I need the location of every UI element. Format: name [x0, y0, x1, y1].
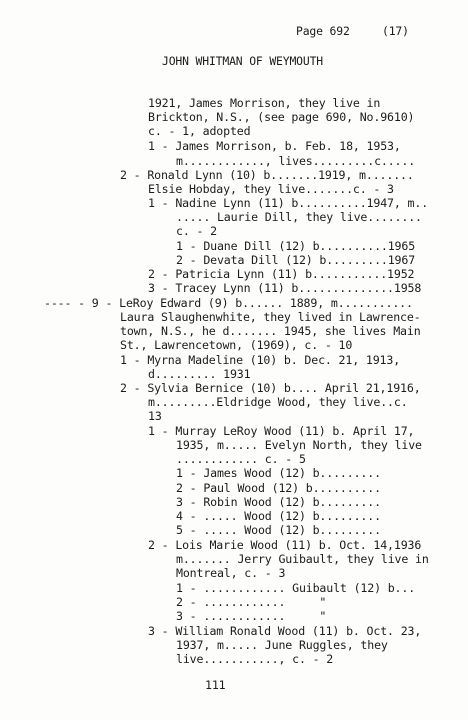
text-line: Laura Slaughenwhite, they lived in Lawrence- — [120, 310, 421, 324]
text-line: St., Lawrencetown, (1969), c. - 10 — [120, 338, 353, 352]
text-line: 1 - Murray LeRoy Wood (11) b. April 17, — [148, 424, 415, 438]
page-title: JOHN WHITMAN OF WEYMOUTH — [162, 54, 323, 68]
text-line: 1921, James Morrison, they live in — [148, 96, 381, 110]
text-line: 1 - James Morrison, b. Feb. 18, 1953, — [148, 139, 401, 153]
text-line: 13 — [148, 409, 162, 423]
text-line: 1 - ............ Guibault (12) b... — [176, 581, 416, 595]
text-line: c. - 2 — [176, 224, 217, 238]
text-line: Montreal, c. - 3 — [176, 566, 286, 580]
text-line: 3 - William Ronald Wood (11) b. Oct. 23, — [148, 624, 422, 638]
text-line: 2 - Paul Wood (12) b.......... — [176, 481, 381, 495]
text-line: 2 - Devata Dill (12) b.........1967 — [176, 253, 416, 267]
text-line: town, N.S., he d....... 1945, she lives Main — [120, 324, 421, 338]
page-number: (17) — [382, 24, 409, 38]
text-line: 2 - Patricia Lynn (11) b...........1952 — [148, 267, 415, 281]
text-line: 1 - Nadine Lynn (11) b..........1947, m.. — [148, 196, 429, 210]
text-line: m....... Jerry Guibault, they live in — [176, 552, 429, 566]
text-line: ---- - 9 - LeRoy Edward (9) b...... 1889, m........... — [44, 296, 413, 310]
text-line: 2 - Lois Marie Wood (11) b. Oct. 14,1936 — [148, 538, 422, 552]
text-line: ............ c. - 5 — [176, 452, 306, 466]
text-line: 3 - ............ " — [176, 609, 327, 623]
text-line: 2 - Sylvia Bernice (10) b.... April 21,1916, — [120, 381, 421, 395]
page-label: Page 692 — [296, 24, 350, 38]
text-line: 2 - Ronald Lynn (10) b.......1919, m....... — [120, 168, 414, 182]
page-folio: 111 — [205, 678, 226, 692]
text-line: m.........Eldridge Wood, they live..c. — [148, 395, 408, 409]
text-line: c. - 1, adopted — [148, 124, 251, 138]
text-line: Elsie Hobday, they live.......c. - 3 — [148, 182, 394, 196]
text-line: 1 - Myrna Madeline (10) b. Dec. 21, 1913, — [120, 353, 401, 367]
text-line: 4 - ..... Wood (12) b......... — [176, 509, 381, 523]
text-line: ..... Laurie Dill, they live........ — [176, 210, 422, 224]
text-line: 5 - ..... Wood (12) b......... — [176, 523, 381, 537]
text-line: 1 - James Wood (12) b......... — [176, 466, 381, 480]
text-line: 1 - Duane Dill (12) b..........1965 — [176, 239, 416, 253]
text-line: 3 - Tracey Lynn (11) b..............1958 — [148, 281, 422, 295]
text-line: d......... 1931 — [148, 367, 251, 381]
text-line: Brickton, N.S., (see page 690, No.9610) — [148, 110, 415, 124]
text-line: 2 - ............ " — [176, 595, 327, 609]
text-line: 1935, m..... Evelyn North, they live — [176, 438, 422, 452]
text-line: 3 - Robin Wood (12) b......... — [176, 495, 381, 509]
text-line: live..........., c. - 2 — [176, 652, 334, 666]
text-line: 1937, m..... June Ruggles, they — [176, 638, 388, 652]
text-line: m............, lives.........c..... — [176, 154, 416, 168]
